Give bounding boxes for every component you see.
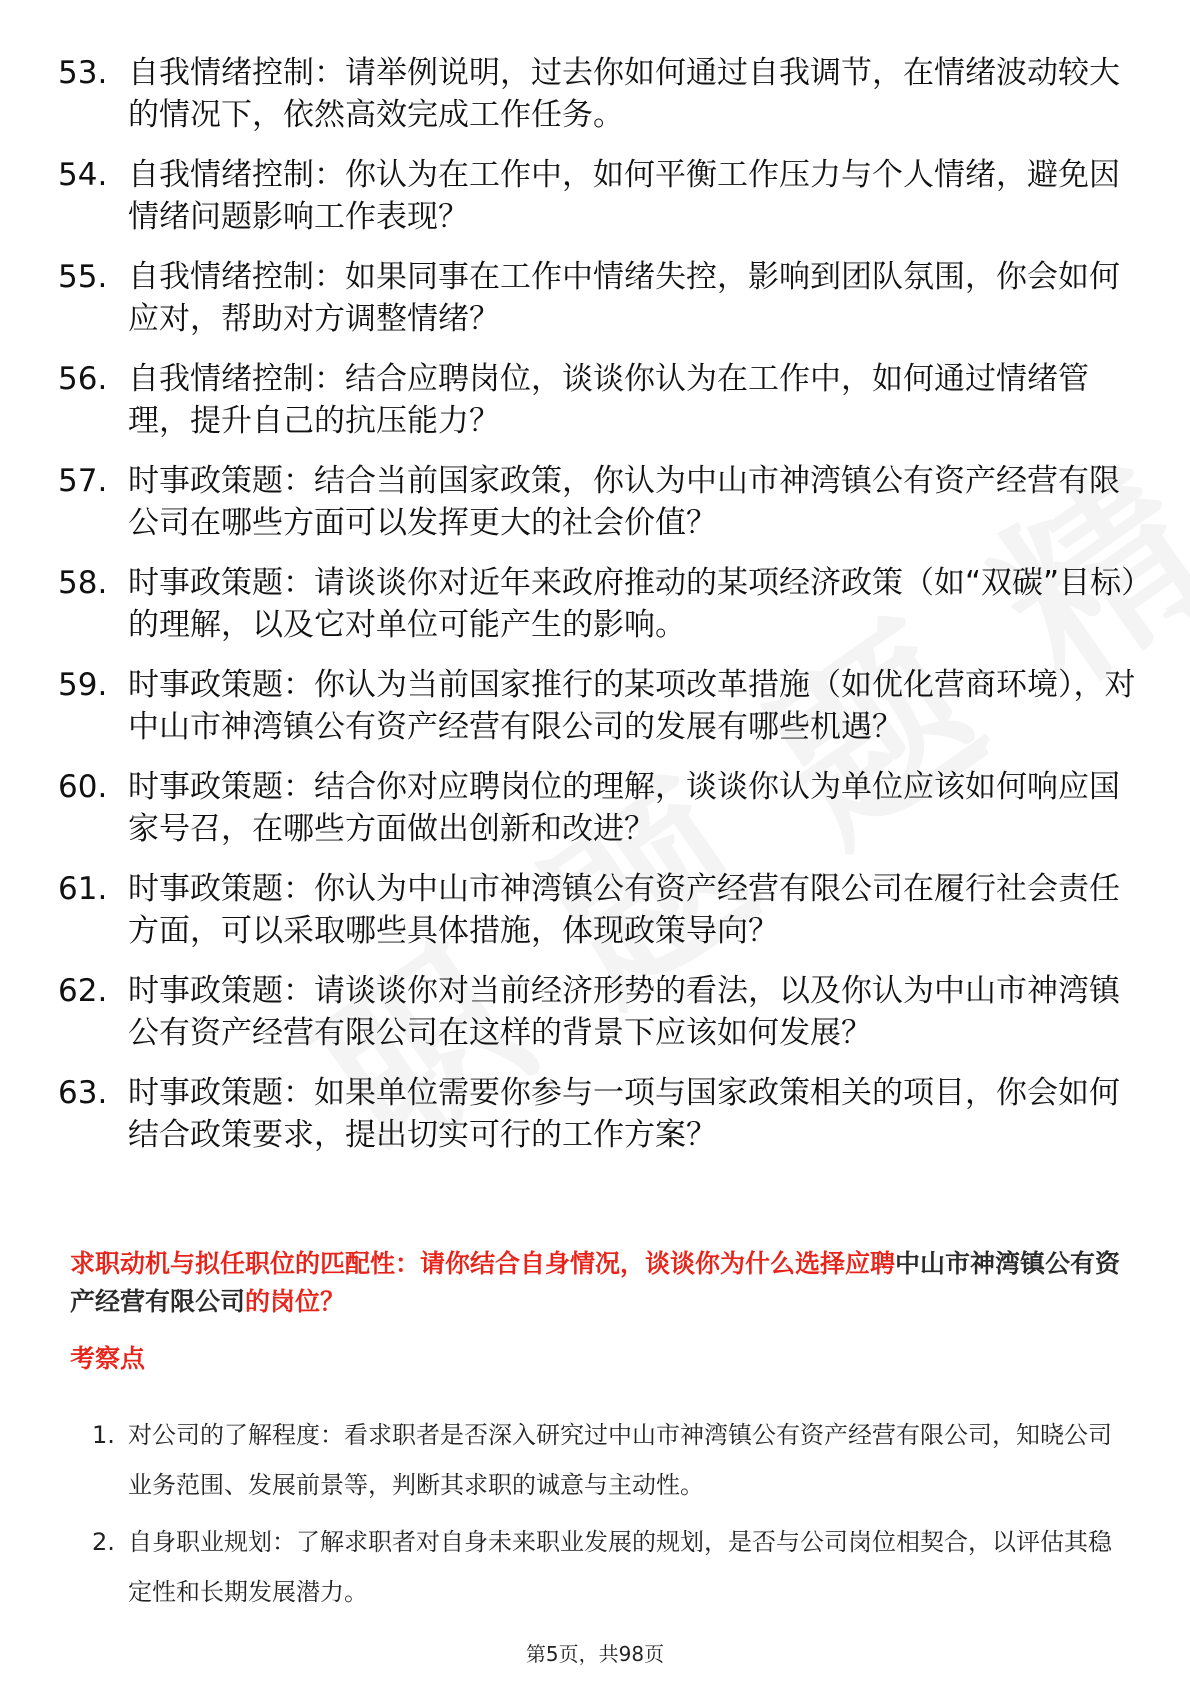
question-text: 时事政策题：结合你对应聘岗位的理解，谈谈你认为单位应该如何响应国家号召，在哪些方面做出创新和改进？ xyxy=(128,769,1120,847)
point-text: 对公司的了解程度：看求职者是否深入研究过中山市神湾镇公有资产经营有限公司，知晓公司业务范围、发展前景等，判断其求职的诚意与主动性。 xyxy=(128,1421,1112,1499)
question-item xyxy=(58,52,1138,136)
question-text: 时事政策题：如果单位需要你参与一项与国家政策相关的项目，你会如何结合政策要求，提出切实可行的工作方案？ xyxy=(128,1075,1120,1153)
question-item xyxy=(58,460,1138,544)
question-number: 62. xyxy=(58,973,108,1009)
question-number: 57. xyxy=(58,463,108,499)
assessment-point xyxy=(92,1410,1132,1510)
question-text: 时事政策题：请谈谈你对当前经济形势的看法，以及你认为中山市神湾镇公有资产经营有限公司在这样的背景下应该如何发展？ xyxy=(128,973,1120,1051)
question-text: 时事政策题：结合当前国家政策，你认为中山市神湾镇公有资产经营有限公司在哪些方面可以发挥更大的社会价值？ xyxy=(128,463,1120,541)
question-text: 自我情绪控制：如果同事在工作中情绪失控，影响到团队氛围，你会如何应对，帮助对方调整情绪？ xyxy=(128,259,1120,337)
question-number: 58. xyxy=(58,565,108,601)
question-number: 54. xyxy=(58,157,108,193)
motivation-question xyxy=(70,1245,1130,1321)
question-text: 时事政策题：请谈谈你对近年来政府推动的某项经济政策（如“双碳”目标）的理解，以及它对单位可能产生的影响。 xyxy=(128,565,1137,643)
question-item xyxy=(58,154,1138,238)
question-text: 自我情绪控制：结合应聘岗位，谈谈你认为在工作中，如何通过情绪管理，提升自己的抗压能力？ xyxy=(128,361,1089,439)
question-list xyxy=(58,52,1138,1174)
point-number: 1. xyxy=(92,1421,115,1449)
question-item xyxy=(58,766,1138,850)
question-number: 56. xyxy=(58,361,108,397)
question-number: 61. xyxy=(58,871,108,907)
point-number: 2. xyxy=(92,1528,115,1556)
assessment-heading: 考察点 xyxy=(70,1344,146,1373)
question-item xyxy=(58,562,1138,646)
question-number: 53. xyxy=(58,55,108,91)
motivation-suffix: 的岗位？ xyxy=(245,1287,346,1316)
question-number: 59. xyxy=(58,667,108,703)
motivation-company: 中山市神湾镇公有资产经营有限公司 xyxy=(70,1249,1121,1316)
question-item xyxy=(58,868,1138,952)
question-number: 55. xyxy=(58,259,108,295)
question-text: 时事政策题：你认为中山市神湾镇公有资产经营有限公司在履行社会责任方面，可以采取哪些具体措施，体现政策导向？ xyxy=(128,871,1120,949)
assessment-point xyxy=(92,1517,1132,1617)
point-text: 自身职业规划：了解求职者对自身未来职业发展的规划，是否与公司岗位相契合，以评估其稳定性和长期发展潜力。 xyxy=(128,1528,1112,1606)
question-text: 时事政策题：你认为当前国家推行的某项改革措施（如优化营商环境），对中山市神湾镇公有资产经营有限公司的发展有哪些机遇？ xyxy=(128,667,1136,745)
question-item xyxy=(58,970,1138,1054)
question-item xyxy=(58,256,1138,340)
question-item xyxy=(58,358,1138,442)
motivation-prefix: 求职动机与拟任职位的匹配性：请你结合自身情况，谈谈你为什么选择应聘 xyxy=(70,1249,896,1278)
question-item xyxy=(58,664,1138,748)
question-number: 60. xyxy=(58,769,108,805)
question-number: 63. xyxy=(58,1075,108,1111)
question-text: 自我情绪控制：请举例说明，过去你如何通过自我调节，在情绪波动较大的情况下，依然高效完成工作任务。 xyxy=(128,55,1120,133)
question-item xyxy=(58,1072,1138,1156)
page-footer: 第5页，共98页 xyxy=(525,1642,665,1666)
question-text: 自我情绪控制：你认为在工作中，如何平衡工作压力与个人情绪，避免因情绪问题影响工作表现？ xyxy=(128,157,1120,235)
assessment-points xyxy=(92,1410,1132,1624)
